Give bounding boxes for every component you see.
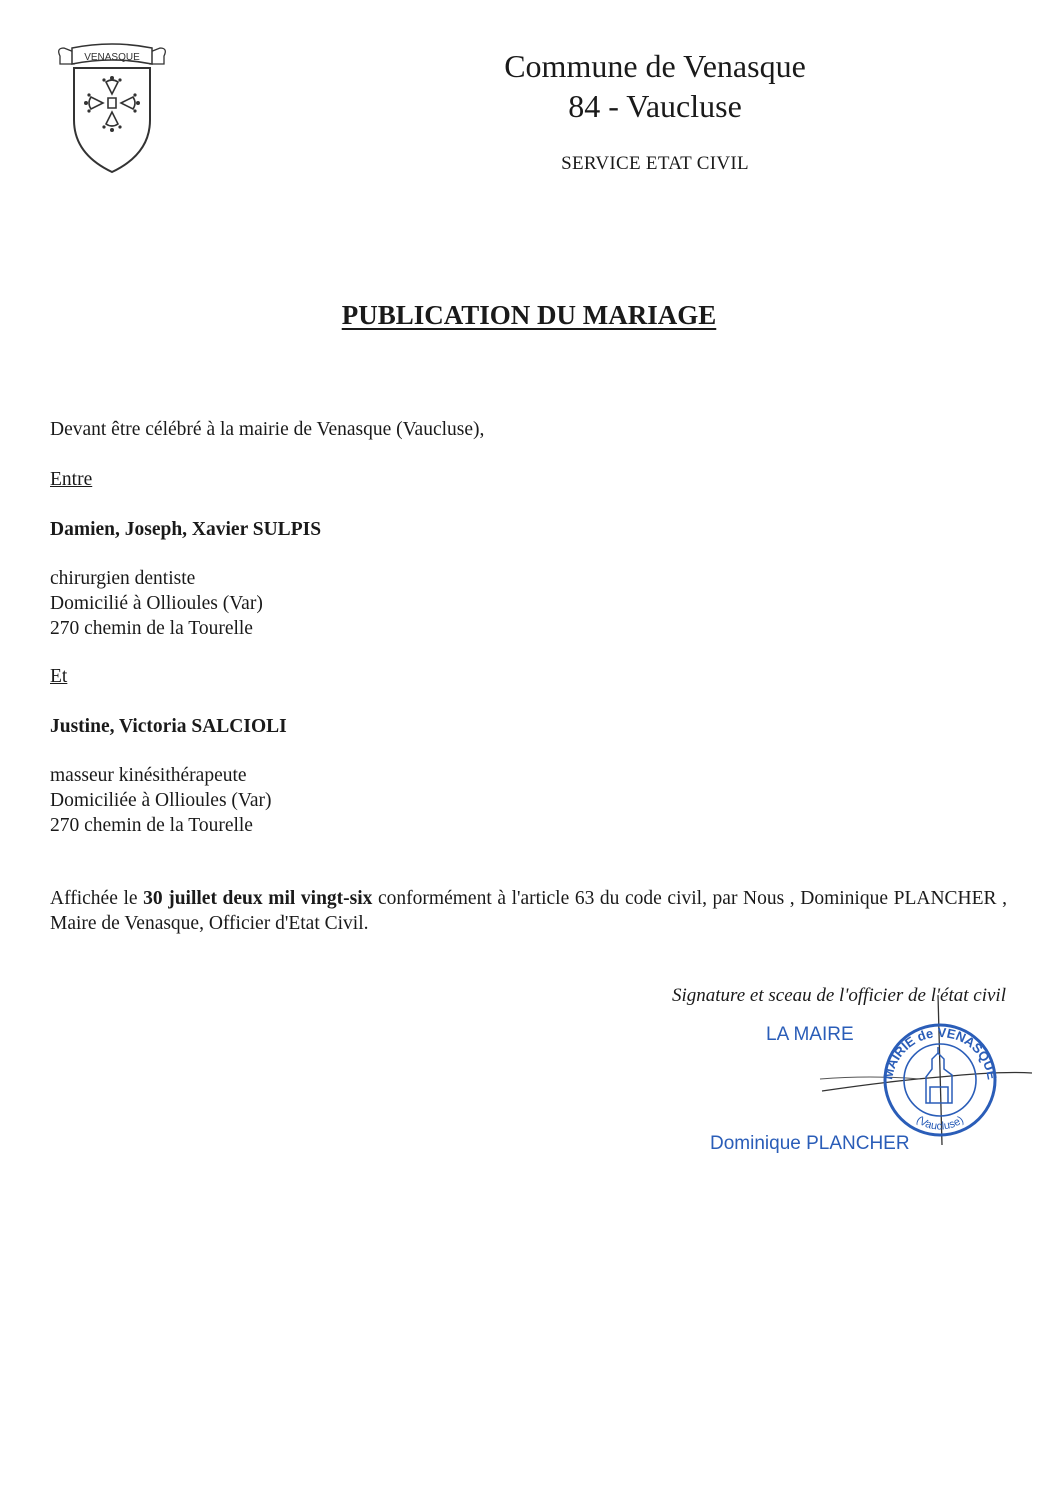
party2-address: 270 chemin de la Tourelle xyxy=(50,815,253,836)
announcement-prefix: Affichée le xyxy=(50,888,144,909)
and-label: Et xyxy=(50,666,68,687)
department-name: 84 - Vaucluse xyxy=(568,88,742,124)
signatory-name: Dominique PLANCHER xyxy=(710,1133,910,1154)
official-seal-and-signature xyxy=(810,995,1040,1145)
publication-announcement xyxy=(50,886,1007,936)
party1-name: Damien, Joseph, Xavier SULPIS xyxy=(50,519,322,540)
announcement-suffix: conformément à l'article 63 du code civil, par Nous , Dominique PLANCHER , Maire de Venasque, Officier d'Etat Civil. xyxy=(50,888,1008,934)
party2-domicile: Domiciliée à Ollioules (Var) xyxy=(50,790,272,811)
commune-crest-icon xyxy=(52,42,172,176)
party1-domicile: Domicilié à Ollioules (Var) xyxy=(50,593,263,614)
commune-name: Commune de Venasque xyxy=(504,48,806,84)
seal-top-text: MAIRIE de VENASQUE xyxy=(880,1024,1000,1081)
party1-profession: chirurgien dentiste xyxy=(50,568,196,589)
intro-text: Devant être célébré à la mairie de Venasque (Vaucluse), xyxy=(50,419,485,440)
signature-stroke xyxy=(820,1077,920,1079)
between-label: Entre xyxy=(50,469,93,490)
party2-name: Justine, Victoria SALCIOLI xyxy=(50,716,287,737)
signature-caption: Signature et sceau de l'officier de l'état civil xyxy=(671,985,1006,1006)
document-title xyxy=(0,300,1058,331)
party1-address: 270 chemin de la Tourelle xyxy=(50,618,253,639)
party2-profession: masseur kinésithérapeute xyxy=(50,765,247,786)
crest-banner-text: VENASQUE xyxy=(84,52,140,63)
service-name: SERVICE ETAT CIVIL xyxy=(561,153,749,174)
seal-bottom-text: (Vaucluse) xyxy=(914,1114,966,1133)
announcement-date: 30 juillet deux mil vingt-six xyxy=(143,888,373,909)
signatory-role: LA MAIRE xyxy=(766,1024,854,1045)
document-title-text: PUBLICATION DU MARIAGE xyxy=(341,300,717,330)
